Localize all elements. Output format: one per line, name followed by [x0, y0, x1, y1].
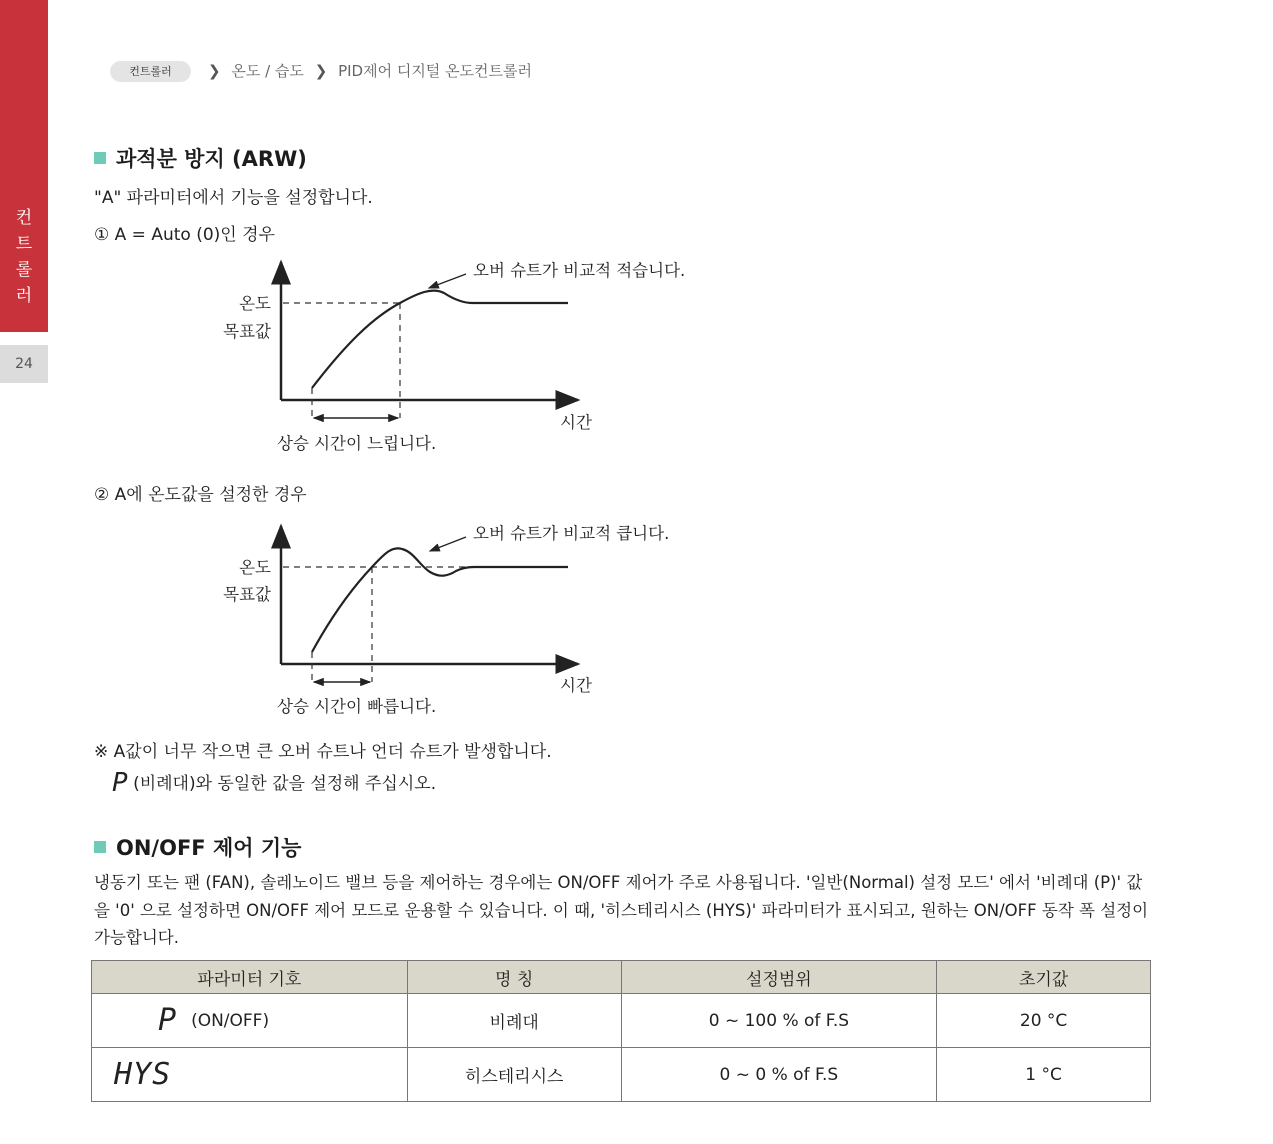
chevron-right-icon: ❯: [208, 62, 221, 80]
chart2-annotation-pointer: [430, 537, 466, 551]
chart2-response-curve: [312, 548, 568, 652]
segment-symbol-p: P: [112, 768, 128, 798]
symbol-note: (ON/OFF): [191, 1010, 270, 1031]
header-default: 초기값: [937, 961, 1151, 994]
breadcrumb-category[interactable]: 컨트롤러: [110, 61, 191, 82]
cell-range: 0 ~ 100 % of F.S: [621, 994, 937, 1048]
arw-note-line1: ※ A값이 너무 작으면 큰 오버 슈트나 언더 슈트가 발생합니다.: [94, 742, 552, 762]
table-header-row: [92, 961, 1151, 994]
cell-default: 1 °C: [937, 1048, 1151, 1102]
chart1: [223, 260, 685, 453]
arw-case1-label: ① A = Auto (0)인 경우: [94, 225, 275, 245]
chart2-ylabel-1: 온도: [239, 558, 271, 577]
chart1-ylabel-1: 온도: [239, 294, 271, 313]
segment-symbol: P: [158, 1003, 178, 1038]
chart1-annotation-pointer: [429, 274, 466, 288]
cell-name: 비례대: [407, 994, 621, 1048]
cell-symbol: [92, 1048, 408, 1102]
square-bullet-icon: [94, 841, 106, 853]
onoff-section-title: ON/OFF 제어 기능: [94, 832, 301, 862]
chart1-annotation: 오버 슈트가 비교적 적습니다.: [473, 261, 686, 280]
chart2-rise-label: 상승 시간이 빠릅니다.: [277, 697, 437, 716]
header-range: 설정범위: [621, 961, 937, 994]
chart2-annotation: 오버 슈트가 비교적 큽니다.: [473, 524, 670, 543]
segment-symbol: HYS: [114, 1057, 172, 1092]
breadcrumb-level1[interactable]: 온도 / 습도: [231, 62, 304, 80]
onoff-description: 냉동기 또는 팬 (FAN), 솔레노이드 밸브 등을 제어하는 경우에는 ON/OFF 제어가 주로 사용됩니다. '일반(Normal) 설정 모드' 에서 '비례대 (P)' 값을 '0' 으로 설정하면 ON/OFF 제어 모드로 운용할 수 있습니다. 이 때, '히스테리시스 (HYS)' 파라미터가 표시되고, 원하는 ON/OFF 동작 폭 설정이 가능합니다.: [94, 873, 1149, 947]
chart2-xlabel: 시간: [560, 676, 592, 695]
table-row: [92, 994, 1151, 1048]
chart1-ylabel-2: 목표값: [223, 322, 271, 341]
chart2-ylabel-2: 목표값: [223, 585, 271, 604]
parameter-table: [91, 960, 1151, 1102]
page-number: 24: [0, 345, 48, 383]
cell-range: 0 ~ 0 % of F.S: [621, 1048, 937, 1102]
arw-note-line2: P (비례대)와 동일한 값을 설정해 주십시오.: [112, 768, 437, 798]
arw-intro: "A" 파라미터에서 기능을 설정합니다.: [94, 188, 373, 208]
chart1-xlabel: 시간: [560, 413, 592, 432]
arw-case2-label: ② A에 온도값을 설정한 경우: [94, 485, 307, 505]
table-row: [92, 1048, 1151, 1102]
chart1-response-curve: [312, 291, 568, 388]
chart1-rise-label: 상승 시간이 느립니다.: [277, 434, 437, 453]
chapter-label: 컨 트 롤 러: [15, 208, 33, 306]
chart2: [223, 523, 669, 716]
cell-symbol: [92, 994, 408, 1048]
cell-name: 히스테리시스: [407, 1048, 621, 1102]
header-name: 명 칭: [407, 961, 621, 994]
arw-section-title: 과적분 방지 (ARW): [94, 143, 307, 173]
chevron-right-icon: ❯: [314, 62, 328, 80]
breadcrumb-level2[interactable]: PID제어 디지털 온도컨트롤러: [338, 62, 533, 80]
cell-default: 20 °C: [937, 994, 1151, 1048]
header-symbol: 파라미터 기호: [92, 961, 408, 994]
